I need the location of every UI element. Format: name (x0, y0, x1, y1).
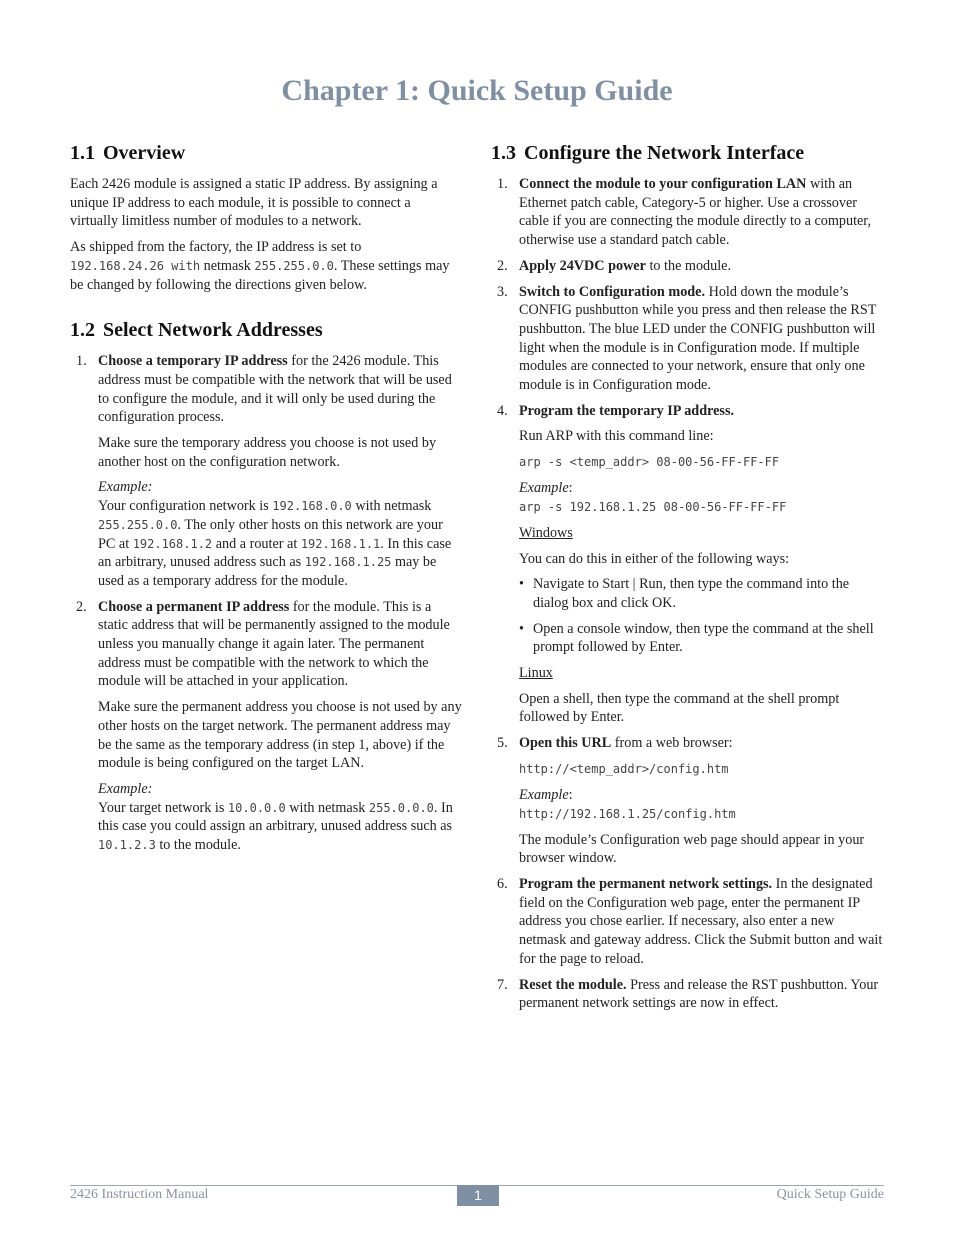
code-line: arp -s 192.168.1.25 08-00-56-FF-FF-FF (519, 499, 787, 514)
linux-heading: Linux (519, 665, 553, 682)
list-item: 7. Reset the module. Press and release the RST pushbutton. Your permanent network settings are now in effect. (497, 976, 879, 1012)
code-line: arp -s <temp_addr> 08-00-56-FF-FF-FF (519, 455, 780, 470)
left-column (70, 142, 462, 862)
list-item: 1. Connect the module to your configuration LAN with an Ethernet patch cable, Category-5 or higher. Use a crossover cable if you are connecting the module directly to a computer, otherwise use a standard patch cable. (497, 176, 872, 249)
list-item: 6. Program the permanent network settings. In the designated field on the Configuration web page, enter the permanent IP address you chose earlier. If necessary, also enter a new netmask and gateway address. Click the Submit button and wait for the page to reload. (497, 875, 883, 967)
list-item: 2. Apply 24VDC power to the module. (497, 257, 732, 274)
section-heading-overview: 1.1 Overview (70, 142, 186, 164)
configure-steps-list (491, 175, 883, 1013)
bullet-item: • Navigate to Start | Run, then type the command into the dialog box and click OK. (519, 576, 850, 611)
code-line: http://<temp_addr>/config.htm (519, 761, 729, 776)
right-column (491, 142, 883, 1020)
list-item: 1. Choose a temporary IP address for the 2426 module. This address must be compatible with the network that will be used to configure the module, and it will only be used during the configuration process. Make sure the temporary address you choose is not used by another host on the configuration network. Example: Your configuration network is 192.168.0.0 with netmask 255.255.0.0. The only other hosts on this network are your PC at 192.168.1.2 and a router at 192.168.1.1. In this case an arbitrary, unused address such as 192.168.1.25 may be used as a temporary address for the module. (76, 353, 452, 589)
list-item: 5. Open this URL from a web browser: http://<temp_addr>/config.htm Example: http://192.168.1.25/config.htm The module’s Configuration web page should appear in your browser window. (491, 734, 883, 868)
section-heading-select-addresses: 1.2 Select Network Addresses (70, 319, 323, 342)
section-heading-configure: 1.3 Configure the Network Interface (491, 142, 805, 164)
overview-paragraph-2: As shipped from the factory, the IP address is set to 192.168.24.26 with netmask 255.255.0.0. These settings may be changed by following the directions given below. (70, 239, 450, 293)
overview-paragraph-1: Each 2426 module is assigned a static IP address. By assigning a unique IP address to each module, it is possible to connect a virtually limitless number of modules to a network. (70, 176, 438, 230)
page-number: 1 (457, 1185, 499, 1206)
code-line: http://192.168.1.25/config.htm (519, 806, 736, 821)
list-item: 2. Choose a permanent IP address for the module. This is a static address that will be permanently assigned to the module unless you manually change it again later. The permanent address must be compatible with the network to which the module will be attached in your application. Make sure the permanent address you choose is not used by any other hosts on the target network. The permanent address may be the same as the temporary address (in step 1, above) if the module is being configured on the target LAN. Example: Your target network is 10.0.0.0 with netmask 255.0.0.0. In this case you could assign an arbitrary, unused address such as 10.1.2.3 to the module. (76, 598, 462, 854)
footer-section-title: Quick Setup Guide (776, 1187, 884, 1202)
list-item: 3. Switch to Configuration mode. Hold down the module’s CONFIG pushbutton while you press and then release the RST pushbutton. The blue LED under the CONFIG pushbutton will light when the module is in Configuration mode. If multiple modules are connected to your network, ensure that only one module is in Configuration mode. (497, 283, 877, 394)
footer-manual-title: 2426 Instruction Manual (70, 1187, 209, 1202)
bullet-item: • Open a console window, then type the command at the shell prompt followed by Enter. (519, 620, 874, 656)
list-item: 4. Program the temporary IP address. Run ARP with this command line: arp -s <temp_addr> 08-00-56-FF-FF-FF Example: arp -s 192.168.1.25 08-00-56-FF-FF-FF Windows You can do this in either of the following ways: • Navigate to Start | Run, then type the command into the dialog box and click OK. • Open a console window, then type the command at the shell prompt followed by Enter. Linux Open a shell, then type the command at the shell prompt followed by Enter. (491, 402, 883, 727)
windows-heading: Windows (519, 524, 573, 541)
select-addresses-list (70, 352, 462, 855)
chapter-title: Chapter 1: Quick Setup Guide (281, 74, 673, 107)
